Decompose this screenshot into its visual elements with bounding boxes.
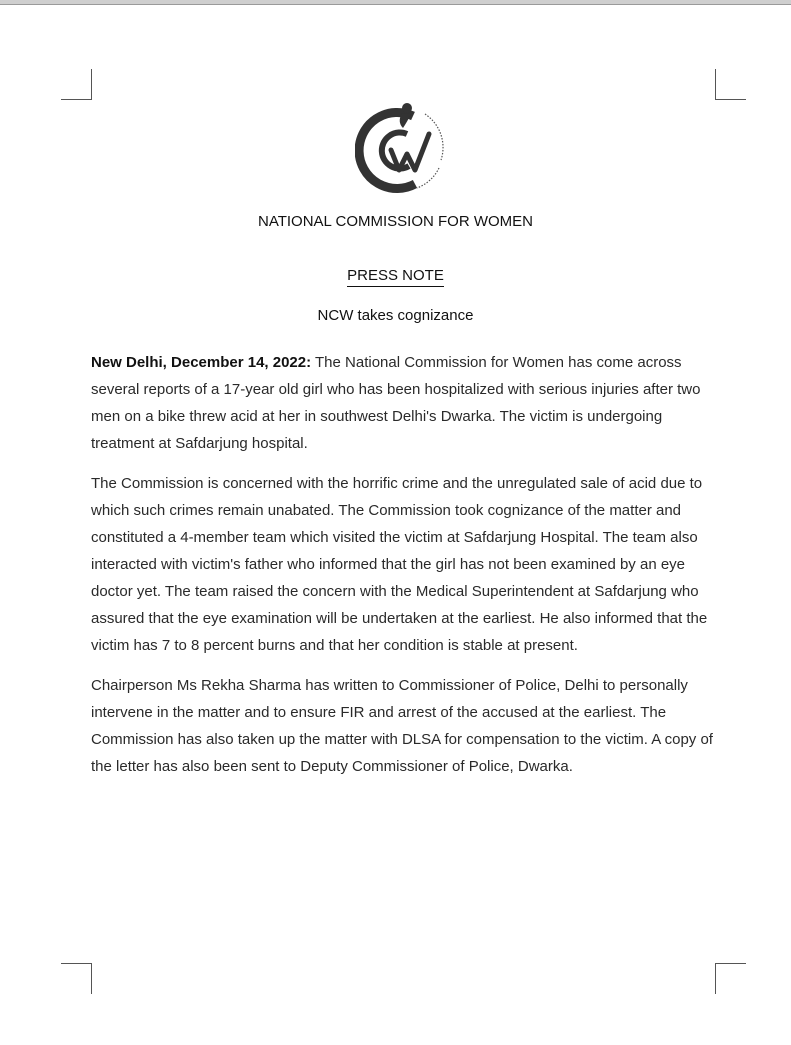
paragraph-3: Chairperson Ms Rekha Sharma has written to Commissioner of Police, Delhi to personally intervene in the matter and to ensure FIR and arrest of the accused at the earliest. The Commission has also taken up the matter with DLSA for compensation to the victim. A copy of the letter has also been sent to Deputy Commissioner of Police, Dwarka. xyxy=(91,677,713,775)
organization-name: NATIONAL COMMISSION FOR WOMEN xyxy=(257,213,533,230)
press-note-label: PRESS NOTE xyxy=(347,267,444,287)
crop-mark-top-left xyxy=(61,69,92,100)
press-note-body xyxy=(91,349,716,793)
press-note-subtitle: NCW takes cognizance xyxy=(317,307,474,324)
paragraph-2: The Commission is concerned with the horrific crime and the unregulated sale of acid due to which such crimes remain unabated. The Commission took cognizance of the matter and constituted a 4-member team which visited the victim at Safdarjung Hospital. The team also interacted with victim's father who informed that the girl has not been examined by an eye doctor yet. The team raised the concern with the Medical Superintendent at Safdarjung who assured that the eye examination will be undertaken at the earliest. He also informed that the victim has 7 to 8 percent burns and that her condition is stable at present. xyxy=(91,475,708,654)
paragraph-1-text: The National Commission for Women has come across several reports of a 17-year old girl who has been hospitalized with serious injuries after two men on a bike threw acid at her in southwest Delhi's Dwarka. The victim is undergoing treatment at Safdarjung hospital. xyxy=(91,354,701,452)
crop-mark-bottom-left xyxy=(61,963,92,994)
press-note-heading xyxy=(0,267,791,284)
top-border xyxy=(0,0,791,5)
crop-mark-bottom-right xyxy=(715,963,746,994)
crop-mark-top-right xyxy=(715,69,746,100)
dateline: New Delhi, December 14, 2022: xyxy=(91,354,312,371)
paragraph-1 xyxy=(91,349,716,457)
ncw-logo-icon xyxy=(355,100,451,196)
